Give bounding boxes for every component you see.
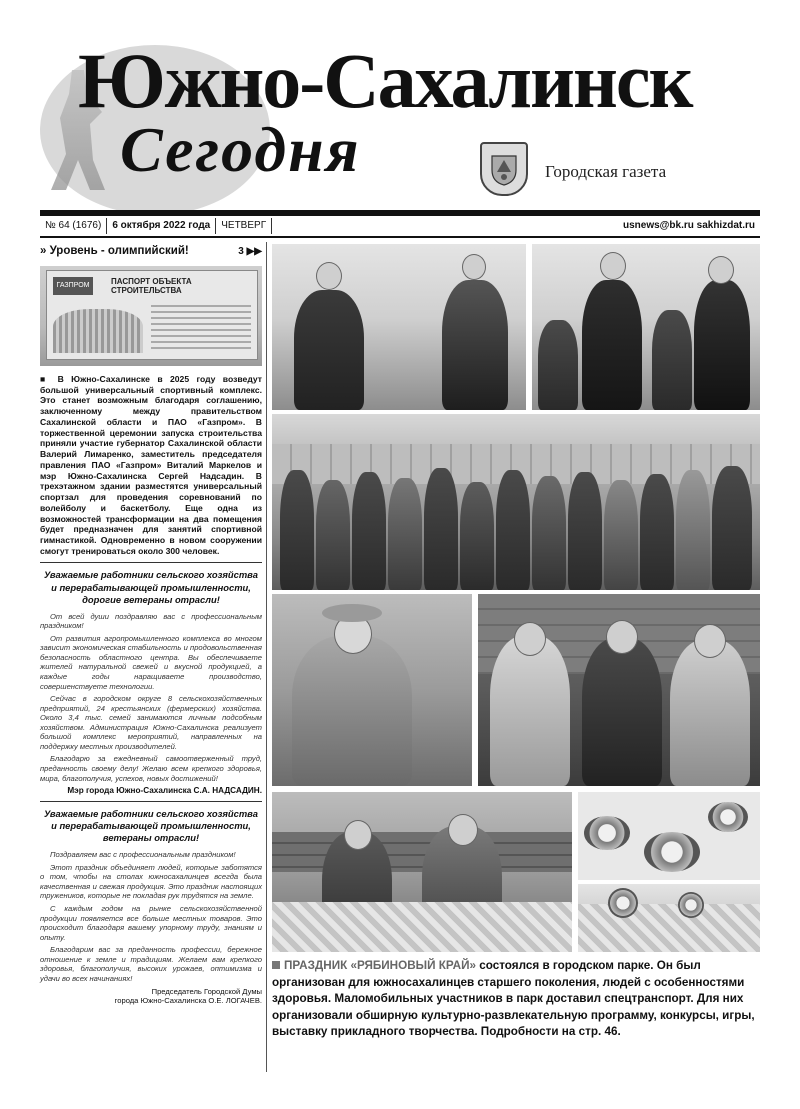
photo-folk-dancers: [272, 244, 526, 410]
greeting1-paragraph: Сейчас в городском округе 8 сельскохозяйственных предприятий, 24 крестьянских (фермерских) хозяйства. Около 3,4 тыс. семей занимаются личным подсобным хозяйством. Администрация Южно-Сахалинска реализует большой комплекс мероприятий, направленных на поддержку местных производителей.: [40, 694, 262, 751]
info-bar-rule: [40, 236, 760, 238]
photo-caption: [272, 958, 762, 1041]
greeting2-body: [40, 850, 262, 983]
construction-passport-photo: [40, 266, 262, 366]
newspaper-title-line1: Южно-Сахалинск: [78, 37, 692, 124]
newspaper-title-line2: Сегодня: [120, 114, 361, 185]
crafts-display: [578, 904, 760, 952]
teaser-header[interactable]: [40, 242, 262, 260]
person-figure: [538, 320, 578, 410]
greeting2-paragraph: Этот праздник объединяет людей, которые заботятся о том, чтобы на столах южносахалинцев всегда была качественная и свежая продукция. Это праздник настоящих тружеников, которые не покладая рук трудятся на земле.: [40, 862, 262, 901]
greeting1-heading: Уважаемые работники сельского хозяйства и перерабатывающей промышленности, дорогие ветераны отрасли!: [44, 569, 258, 605]
person-figure: [694, 280, 750, 410]
greeting2-signature-line2: города Южно-Сахалинска О.Е. ЛОГАЧЕВ.: [114, 995, 262, 1005]
craft-item: [678, 892, 704, 918]
caption-lead: ПРАЗДНИК «РЯБИНОВЫЙ КРАЙ»: [284, 959, 476, 972]
square-bullet-icon: ■: [40, 374, 58, 384]
group-person: [568, 472, 602, 590]
issue-weekday: ЧЕТВЕРГ: [216, 218, 272, 234]
newspaper-subtitle: Городская газета: [545, 162, 667, 181]
greeting1-signature: Мэр города Южно-Сахалинска С.А. НАДСАДИН.: [67, 786, 262, 796]
person-head: [708, 256, 734, 284]
greeting1-paragraph: Благодарю за ежедневный самоотверженный труд, преданность своему делу! Желаю всем крепкого здоровья, мира, благополучия, успехов, новых достижений!: [40, 754, 262, 783]
sports-complex-news-text: В Южно-Сахалинске в 2025 году возведут большой универсальный спортивный комплекс. Это станет возможным благодаря соглашению, заключенному между правительством Сахалинской области и ПАО «Газпром». В торжественной церемонии запуска строительства приняли участие губернатор Сахалинской области Валерий Лимаренко, заместитель председателя правления ПАО «Газпром» Виталий Маркелов и мэр Южно-Сахалинска Сергей Надсадин. В трехэтажном здании разместятся универсальный спортзал для проведения соревнований по волейболу и баскетболу. Еще одна из возможностей трансформации на два помещения будет предназначен для занятий спортивной гимнастикой. Одновременно в новом сооружении смогут тренироваться около 300 человек.: [40, 374, 262, 556]
group-person: [712, 466, 752, 590]
photo-group: [272, 414, 760, 590]
masthead-rule: [40, 210, 760, 216]
photo-dancing-woman: [272, 594, 472, 786]
photo-award-ceremony: [532, 244, 760, 410]
column-rule: [266, 242, 267, 1072]
section-divider: [40, 801, 262, 802]
woman-head: [606, 620, 638, 654]
sports-complex-news: [40, 374, 262, 556]
greeting2-heading: Уважаемые работники сельского хозяйства и перерабатывающей промышленности, ветераны отрасли!: [44, 808, 258, 844]
greeting2-paragraph: С каждым годом на рынке сельскохозяйственной продукции появляется все больше местных товаров. Это происходит благодаря вашему упорному труду, знаниям и опыту.: [40, 904, 262, 942]
craft-item: [608, 888, 638, 918]
issue-info-bar: [40, 218, 760, 234]
woman-head: [344, 820, 372, 850]
photo-food-table: [578, 792, 760, 880]
section-divider: [40, 562, 262, 563]
greeting1-paragraph: От развития агропромышленного комплекса во многом зависит экономическая стабильность и продовольственная безопасность областного центра. Вы обеспечиваете жителей натуральной свежей и вкусной продукцией, а каждые годы наращиваете производство, совершенствуете технологии.: [40, 633, 262, 691]
greeting2-paragraph: Благодарим вас за преданность профессии, бережное отношение к земле и традициям. Желаем вам крепкого здоровья, благополучия, высоких урожаев, оптимизма и удачи во всех начинаниях!: [40, 945, 262, 983]
group-person: [496, 470, 530, 590]
dancer-head: [316, 262, 342, 290]
greeting1-body: [40, 612, 262, 784]
building-render: [53, 309, 143, 353]
bullet-icon: »: [40, 245, 50, 257]
group-person: [640, 474, 674, 590]
woman-head: [448, 814, 478, 846]
person-head: [600, 252, 626, 280]
photo-crafts-table: [578, 884, 760, 952]
double-arrow-icon: ▶▶: [246, 245, 262, 257]
dancer-head: [462, 254, 486, 280]
dancer-figure: [442, 280, 508, 410]
group-person: [280, 470, 314, 590]
group-person: [676, 470, 710, 590]
photo-women-bench: [478, 594, 760, 786]
photo-craft-exhibition: [272, 792, 572, 952]
woman-head: [514, 622, 546, 656]
dancer-figure: [294, 290, 364, 410]
greeting1-paragraph: От всей души поздравляю вас с профессиональным праздником!: [40, 611, 262, 631]
greeting2-paragraph: Поздравляем вас с профессиональным праздником!: [50, 850, 236, 860]
hat: [322, 604, 382, 622]
group-person: [316, 480, 350, 590]
food-plate: [644, 832, 700, 872]
person-figure: [582, 280, 642, 410]
food-plate: [708, 802, 748, 832]
woman-figure: [670, 640, 750, 786]
teaser-title: Уровень - олимпийский!: [49, 245, 189, 257]
left-column: [40, 242, 262, 1005]
woman-figure: [292, 636, 412, 786]
greeting2-signature-line1: Председатель Городской Думы: [151, 986, 262, 996]
passport-board: [46, 270, 258, 360]
group-person: [532, 476, 566, 590]
passport-board-title: ПАСПОРТ ОБЪЕКТА СТРОИТЕЛЬСТВА: [111, 277, 192, 295]
group-person: [388, 478, 422, 590]
issue-date: 6 октября 2022 года: [107, 218, 216, 234]
person-figure: [652, 310, 692, 410]
gazprom-logo: ГАЗПРОМ: [53, 277, 93, 295]
square-bullet-icon: [272, 961, 280, 969]
passport-text-lines: [151, 305, 251, 353]
city-crest-icon: [480, 142, 528, 196]
group-person: [424, 468, 458, 590]
greeting2-signature: [40, 987, 262, 1005]
woman-figure: [490, 636, 570, 786]
teaser-page-number: 3: [238, 245, 244, 257]
woman-head: [694, 624, 726, 658]
contacts[interactable]: usnews@bk.ru sakhizdat.ru: [622, 220, 755, 231]
caption-text: состоялся в городском парке. Он был организован для южносахалинцев старшего поколения, людей с особенностями здоровья. Маломобильных участников в парк доставил спецтранспорт. Для них организовали обширную культурно-развлекательную программу, конкурсы, игры, выставку прикладного творчества. Подробности на стр. 46.: [272, 959, 755, 1039]
group-person: [604, 480, 638, 590]
issue-number: № 64 (1676): [40, 218, 107, 234]
crest-emblem-icon: [489, 152, 519, 186]
food-plate: [584, 816, 630, 850]
masthead: [0, 0, 800, 210]
woman-figure: [582, 638, 662, 786]
group-person: [460, 482, 494, 590]
group-person: [352, 472, 386, 590]
knitted-items: [272, 902, 572, 952]
